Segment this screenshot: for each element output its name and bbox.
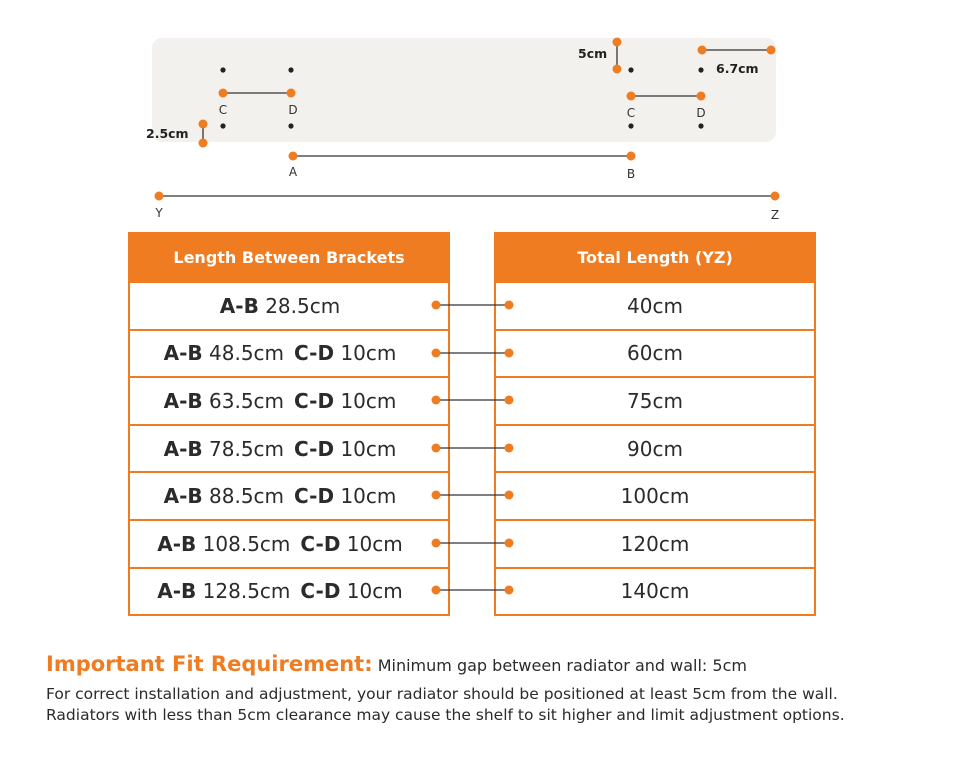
offset-left-marker <box>199 120 208 129</box>
total-length-header: Total Length (YZ) <box>496 234 814 281</box>
bracket-hole <box>698 67 703 72</box>
offset-right-marker <box>767 46 776 55</box>
total-value: 60cm <box>627 341 683 366</box>
label-y: Y <box>155 206 163 220</box>
total-value: 90cm <box>627 436 683 461</box>
table-row <box>496 424 814 472</box>
ab-label: A-B <box>163 341 203 366</box>
total-value: 140cm <box>620 579 690 604</box>
cd-label: C-D <box>294 436 335 461</box>
cd-label: C-D <box>300 531 341 556</box>
bracket-length-header: Length Between Brackets <box>130 234 448 281</box>
cd-value: 10cm <box>346 579 403 604</box>
note-line: Radiators with less than 5cm clearance may cause the shelf to sit higher and limit adjustment options. <box>46 706 845 724</box>
cd-label: C-D <box>294 484 335 509</box>
note-title: Important Fit Requirement: <box>46 652 373 676</box>
ab-label: A-B <box>157 579 197 604</box>
table-row <box>496 471 814 519</box>
total-value: 40cm <box>627 293 683 318</box>
c-left-marker <box>219 89 228 98</box>
total-value: 75cm <box>627 388 683 413</box>
offset-right-marker <box>698 46 707 55</box>
cd-label: C-D <box>294 388 335 413</box>
ab-value: 28.5cm <box>265 293 341 318</box>
bracket-hole <box>628 123 633 128</box>
cd-label: C-D <box>300 579 341 604</box>
table-row <box>496 519 814 567</box>
label-d-left: D <box>288 103 298 117</box>
table-row <box>130 281 448 329</box>
total-value: 120cm <box>620 531 690 556</box>
offset-left-marker <box>199 139 208 148</box>
ab-label: A-B <box>163 436 203 461</box>
y-marker <box>155 192 164 201</box>
bracket-hole <box>698 123 703 128</box>
ab-value: 88.5cm <box>209 484 285 509</box>
label-c-left: C <box>218 103 228 117</box>
bracket-hole <box>628 67 633 72</box>
note-subtitle: Minimum gap between radiator and wall: 5cm <box>377 656 747 675</box>
a-marker <box>289 152 298 161</box>
d-left-marker <box>287 89 296 98</box>
ab-value: 128.5cm <box>202 579 291 604</box>
label-left-offset: 2.5cm <box>146 126 189 141</box>
table-row <box>130 376 448 424</box>
table-row <box>496 329 814 377</box>
note-body <box>46 684 936 726</box>
table-row <box>130 471 448 519</box>
bracket-hole <box>220 67 225 72</box>
cd-label: C-D <box>294 341 335 366</box>
bracket-hole <box>288 123 293 128</box>
label-right-offset: 6.7cm <box>716 61 759 76</box>
table-row <box>130 567 448 615</box>
table-row <box>496 567 814 615</box>
ab-label: A-B <box>163 388 203 413</box>
label-top-offset: 5cm <box>578 46 608 61</box>
ab-label: A-B <box>219 293 259 318</box>
c-right-marker <box>627 92 636 101</box>
ab-value: 48.5cm <box>209 341 285 366</box>
label-z: Z <box>770 208 780 222</box>
cd-value: 10cm <box>340 436 397 461</box>
fit-requirement-note <box>46 652 936 726</box>
table-row <box>130 519 448 567</box>
total-value: 100cm <box>620 484 690 509</box>
ab-value: 78.5cm <box>209 436 285 461</box>
b-marker <box>627 152 636 161</box>
d-right-marker <box>697 92 706 101</box>
offset-top-marker <box>613 38 622 47</box>
shelf-outline <box>152 38 776 142</box>
table-row <box>130 329 448 377</box>
ab-label: A-B <box>157 531 197 556</box>
ab-value: 108.5cm <box>202 531 291 556</box>
bracket-hole <box>220 123 225 128</box>
table-row <box>496 376 814 424</box>
offset-top-marker <box>613 65 622 74</box>
cd-value: 10cm <box>340 484 397 509</box>
cd-value: 10cm <box>340 388 397 413</box>
bracket-hole <box>288 67 293 72</box>
ab-value: 63.5cm <box>209 388 285 413</box>
table-row <box>130 424 448 472</box>
cd-value: 10cm <box>346 531 403 556</box>
cd-value: 10cm <box>340 341 397 366</box>
note-line: For correct installation and adjustment, your radiator should be positioned at least 5cm from the wall. <box>46 685 838 703</box>
label-d-right: D <box>696 106 706 120</box>
note-heading <box>46 652 936 676</box>
bracket-diagram <box>0 0 960 232</box>
label-c-right: C <box>626 106 636 120</box>
label-b: B <box>626 167 636 181</box>
z-marker <box>771 192 780 201</box>
total-length-table <box>494 232 816 616</box>
table-row <box>496 281 814 329</box>
label-a: A <box>288 165 298 179</box>
ab-label: A-B <box>163 484 203 509</box>
bracket-length-table <box>128 232 450 616</box>
